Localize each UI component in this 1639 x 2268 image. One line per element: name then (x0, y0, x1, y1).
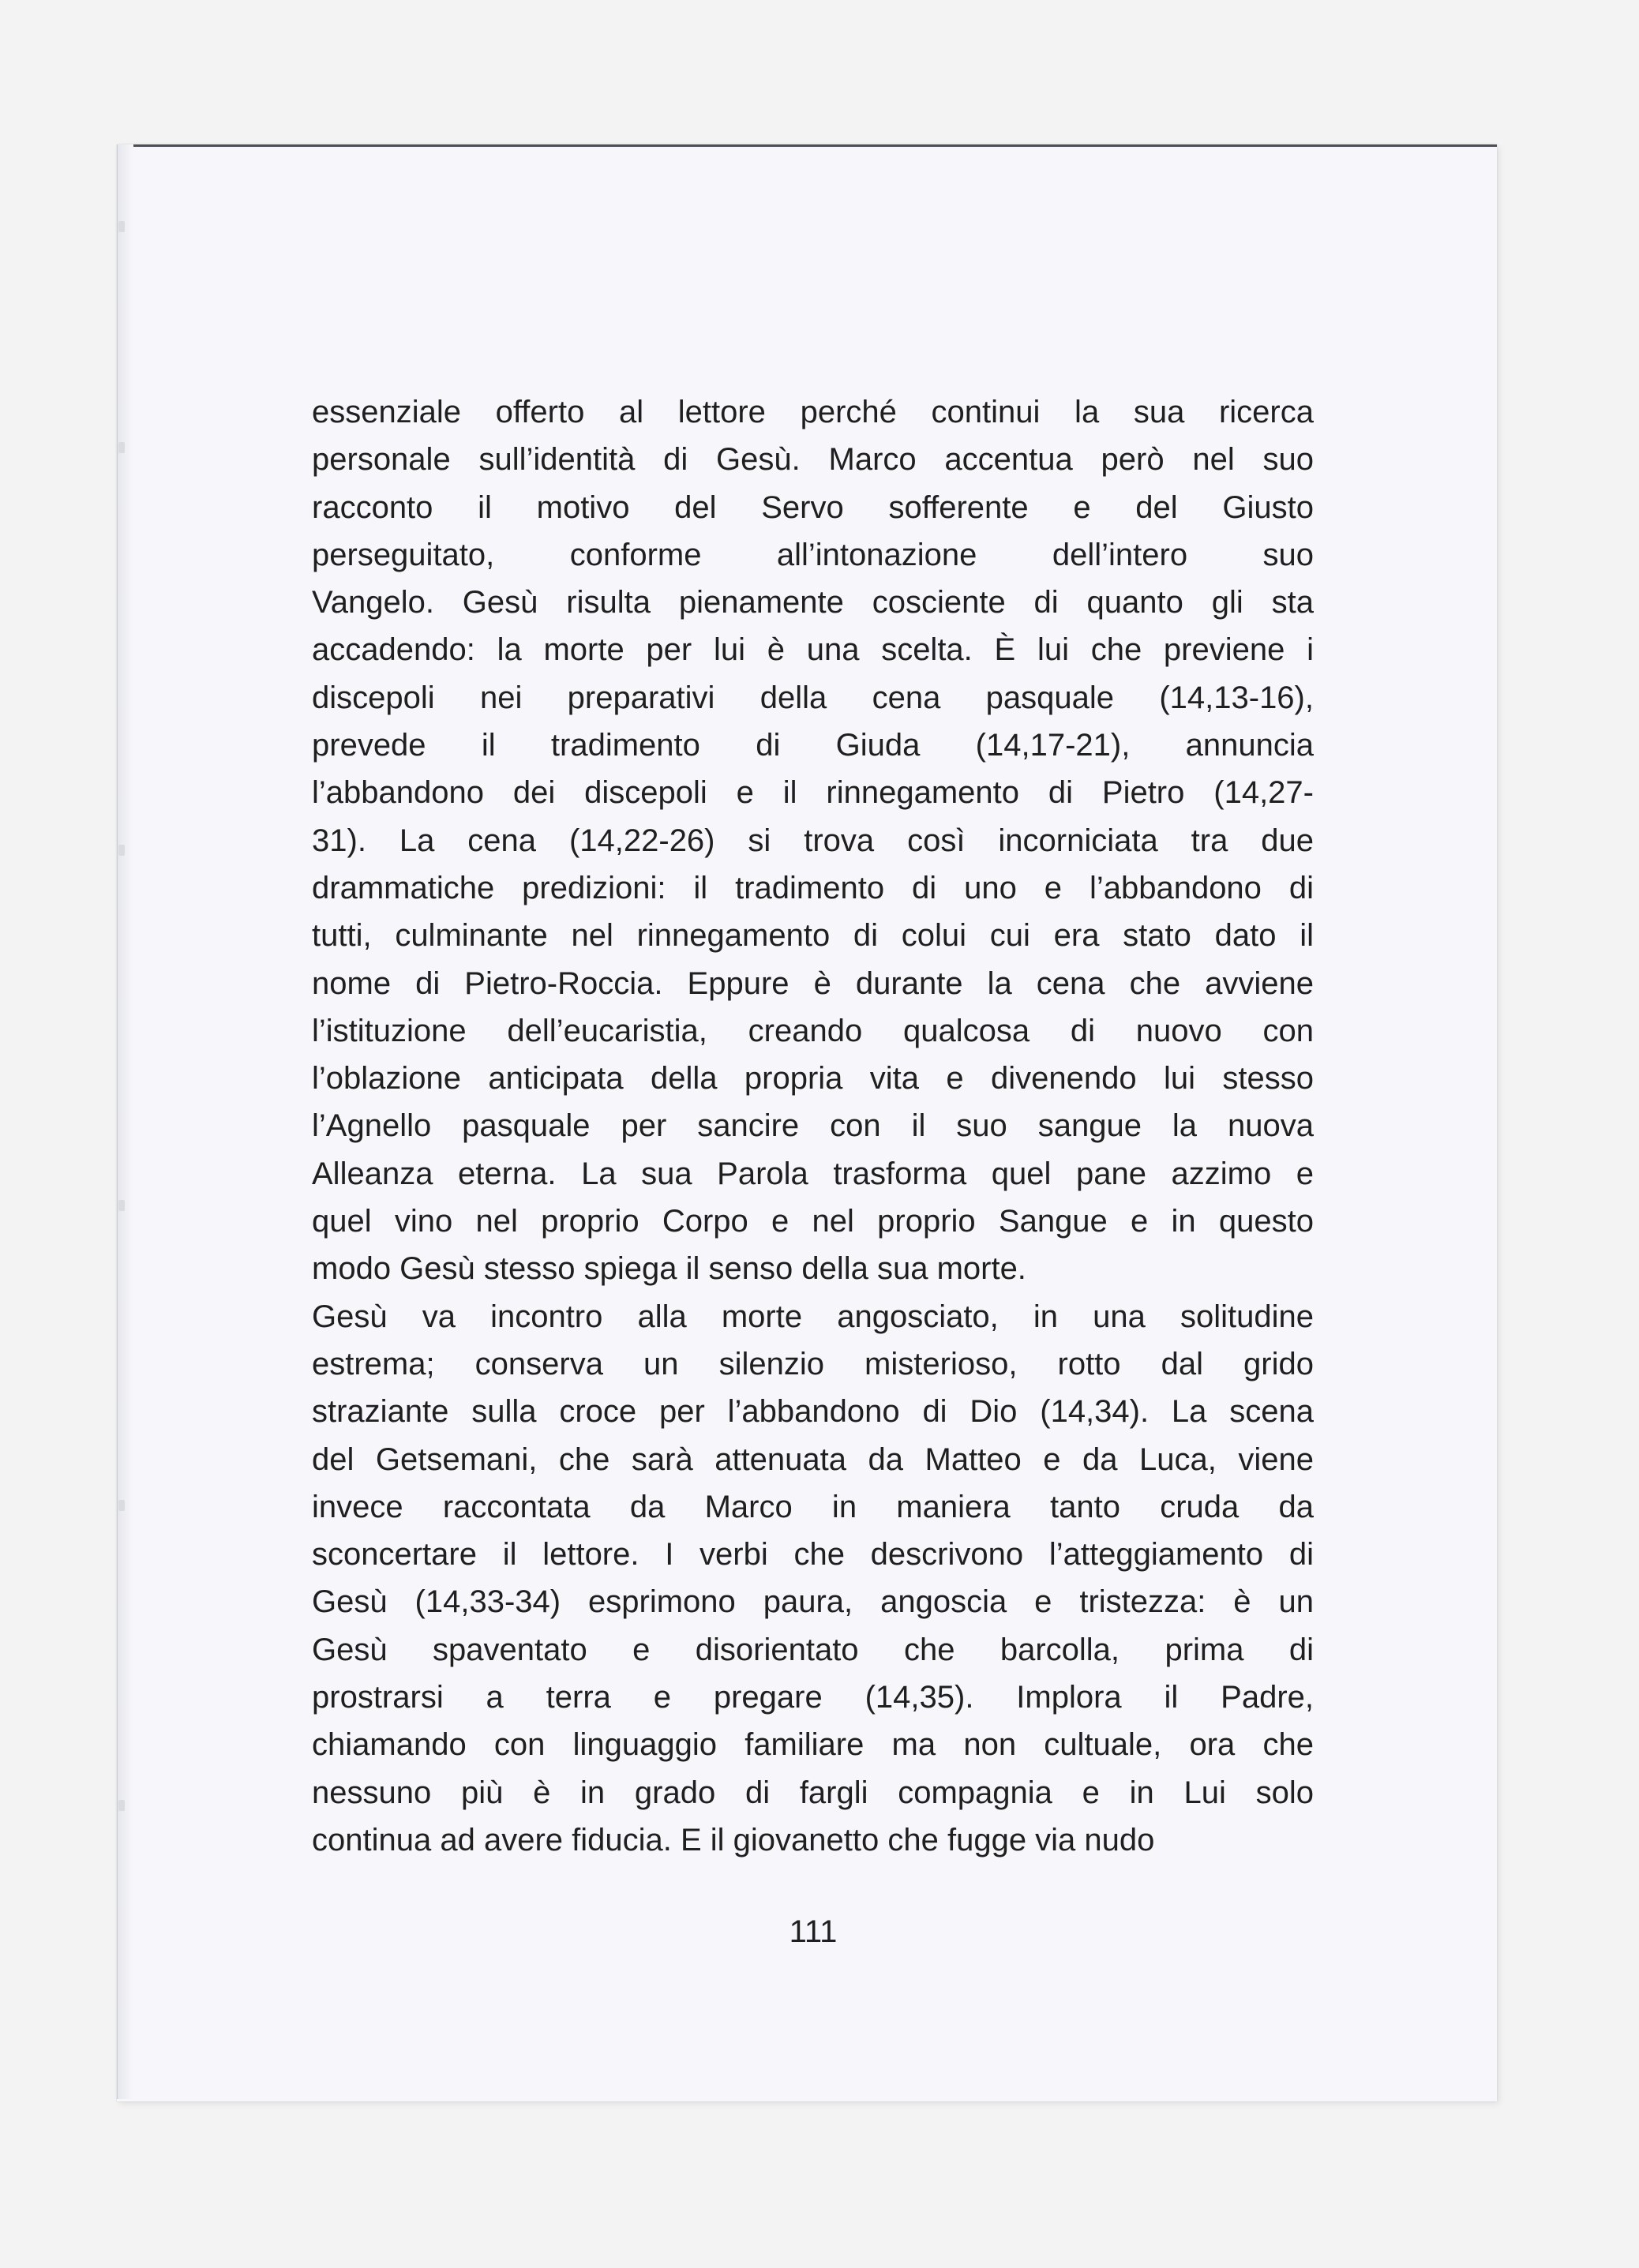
text-line: l’Agnello pasquale per sancire con il suo sangue la nuova (312, 1108, 1314, 1144)
text-line: drammatiche predizioni: il tradimento di uno e l’abbandono di (312, 870, 1314, 905)
text-line: Vangelo. Gesù risulta pienamente cosciente di quanto gli sta (312, 585, 1314, 620)
text-line: prevede il tradimento di Giuda (14,17-21), annuncia (312, 728, 1314, 763)
text-line: chiamando con linguaggio familiare ma non cultuale, ora che (312, 1727, 1314, 1763)
text-line: Gesù spaventato e disorientato che barcolla, prima di (312, 1632, 1314, 1667)
paragraph (312, 388, 1314, 1293)
text-line: perseguitato, conforme all’intonazione dell’intero suo (312, 537, 1314, 572)
text-line: accadendo: la morte per lui è una scelta. È lui che previene i (312, 632, 1314, 668)
binding-mark (118, 221, 125, 232)
binding-mark (118, 1500, 125, 1511)
page-number: 111 (789, 1914, 838, 1949)
text-line: invece raccontata da Marco in maniera tanto cruda da (312, 1489, 1314, 1524)
text-line: discepoli nei preparativi della cena pasquale (14,13-16), (312, 680, 1314, 715)
text-line: nessuno più è in grado di fargli compagnia e in Lui solo (312, 1775, 1314, 1810)
text-line: Gesù (14,33-34) esprimono paura, angoscia e tristezza: è un (312, 1584, 1314, 1620)
text-line: racconto il motivo del Servo sofferente e del Giusto (312, 489, 1314, 525)
text-line: l’istituzione dell’eucaristia, creando qualcosa di nuovo con (312, 1013, 1314, 1048)
text-line: l’oblazione anticipata della propria vita e divenendo lui stesso (312, 1061, 1314, 1097)
text-line: sconcertare il lettore. I verbi che descrivono l’atteggiamento di (312, 1537, 1314, 1573)
text-line: modo Gesù stesso spiega il senso della sua morte. (312, 1251, 1026, 1287)
text-line: essenziale offerto al lettore perché continui la sua ricerca (312, 395, 1314, 429)
binding-mark (118, 1800, 125, 1811)
text-line: Alleanza eterna. La sua Parola trasforma quel pane azzimo e (312, 1156, 1314, 1191)
text-line: nome di Pietro-Roccia. Eppure è durante la cena che avviene (312, 965, 1314, 1001)
text-line: prostrarsi a terra e pregare (14,35). Implora il Padre, (312, 1680, 1314, 1715)
paragraph (312, 1293, 1314, 1865)
binding-mark (118, 442, 125, 453)
text-line: straziante sulla croce per l’abbandono di Dio (14,34). La scena (312, 1394, 1314, 1430)
text-line: personale sull’identità di Gesù. Marco accentua però nel suo (312, 442, 1314, 478)
text-line: l’abbandono dei discepoli e il rinnegamento di Pietro (14,27- (312, 775, 1314, 811)
binding-mark (118, 845, 125, 856)
binding-mark (118, 1200, 125, 1211)
text-line: quel vino nel proprio Corpo e nel proprio Sangue e in questo (312, 1204, 1314, 1239)
text-line: tutti, culminante nel rinnegamento di colui cui era stato dato il (312, 918, 1314, 954)
body-text (312, 388, 1314, 1864)
text-line: estrema; conserva un silenzio misterioso, rotto dal grido (312, 1346, 1314, 1381)
text-line: Gesù va incontro alla morte angosciato, in una solitudine (312, 1299, 1314, 1334)
text-line: continua ad avere fiducia. E il giovanetto che fugge via nudo (312, 1822, 1155, 1858)
text-line: del Getsemani, che sarà attenuata da Matteo e da Luca, viene (312, 1441, 1314, 1477)
text-line: 31). La cena (14,22-26) si trova così incorniciata tra due (312, 823, 1314, 858)
